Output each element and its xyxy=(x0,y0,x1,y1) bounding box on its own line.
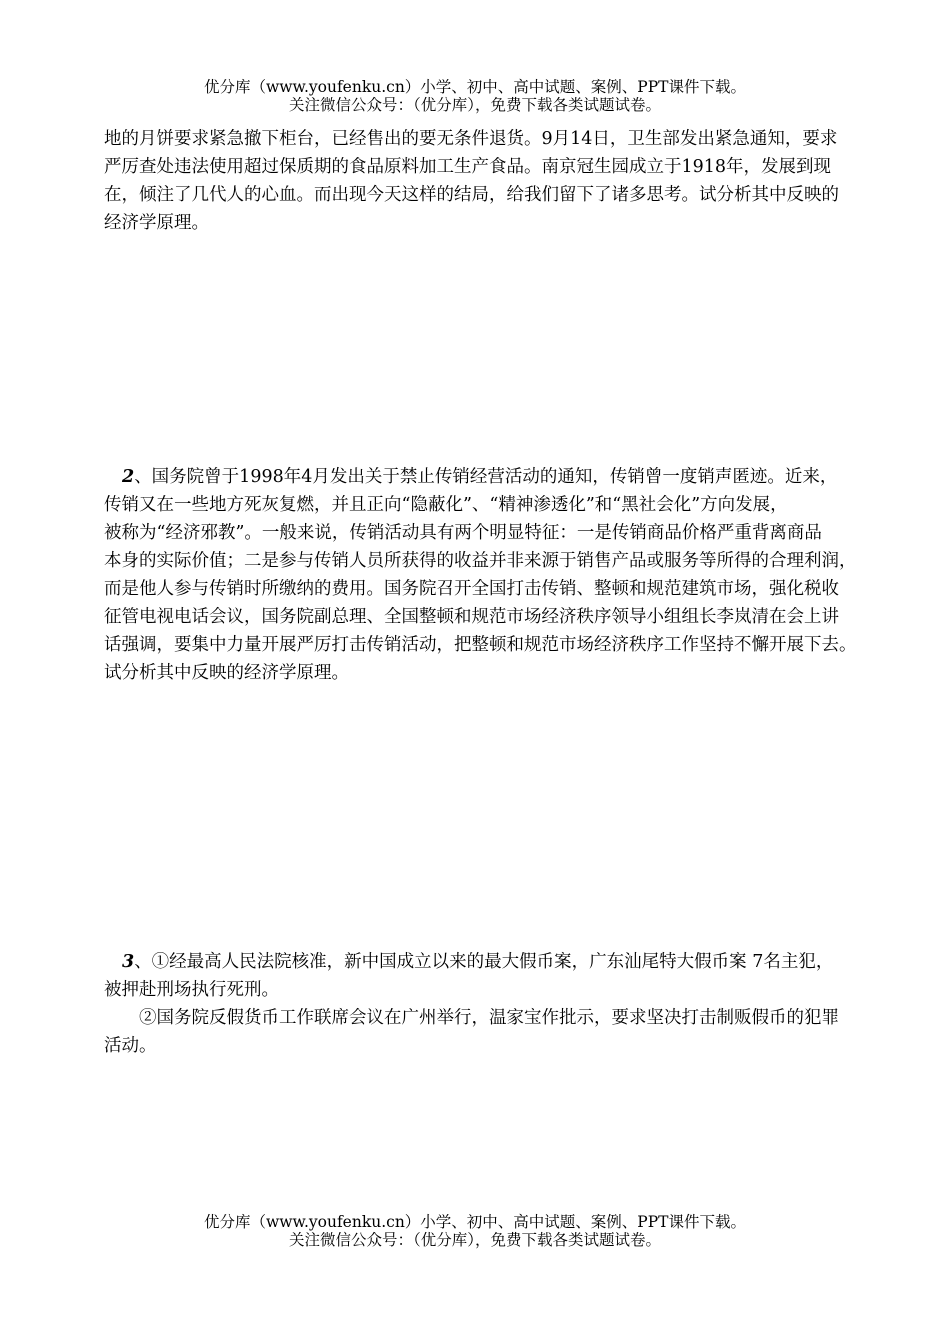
question-2-line: 本身的实际价值；二是参与传销人员所获得的收益并非来源于销售产品或服务等所得的合理利润， xyxy=(104,551,857,571)
question-1-continuation xyxy=(104,125,924,237)
question-1-line: 严厉查处违法使用超过保质期的食品原料加工生产食品。南京冠生园成立于1918年，发展到现 xyxy=(104,157,832,177)
question-3-line: 被押赴刑场执行死刑。 xyxy=(104,980,279,1000)
question-3 xyxy=(104,948,924,1060)
question-2-line: 被称为“经济邪教”。一般来说，传销活动具有两个明显特征：一是传销商品价格严重背离商品 xyxy=(104,523,822,543)
question-2-line: 而是他人参与传销时所缴纳的费用。国务院召开全国打击传销、整顿和规范建筑市场，强化税收 xyxy=(104,579,839,599)
footer-line-2: 关注微信公众号：（优分库），免费下载各类试题试卷。 xyxy=(288,1231,661,1249)
footer-line-1: 优分库（www.youfenku.cn）小学、初中、高中试题、案例、PPT课件下载。 xyxy=(203,1213,747,1231)
question-2-line: 试分析其中反映的经济学原理。 xyxy=(104,663,349,683)
question-2-line: 2、国务院曾于1998年4月发出关于禁止传销经营活动的通知，传销曾一度销声匿迹。近来， xyxy=(122,467,838,487)
question-1-line: 在，倾注了几代人的心血。而出现今天这样的结局，给我们留下了诸多思考。试分析其中反映的 xyxy=(104,185,839,205)
question-3-line: ②国务院反假货币工作联席会议在广州举行，温家宝作批示，要求坚决打击制贩假币的犯罪 xyxy=(139,1008,839,1028)
question-2-line: 话强调，要集中力量开展严厉打击传销活动，把整顿和规范市场经济秩序工作坚持不懈开展下去。 xyxy=(104,635,857,655)
question-1-line: 地的月饼要求紧急撤下柜台，已经售出的要无条件退货。9月14日，卫生部发出紧急通知，要求 xyxy=(104,129,838,149)
question-3-line: 3、①经最高人民法院核准，新中国成立以来的最大假币案，广东汕尾特大假币案 7名主犯， xyxy=(122,952,834,972)
question-2-line: 传销又在一些地方死灰复燃，并且正向“隐蔽化”、“精神渗透化”和“黑社会化”方向发展， xyxy=(104,495,788,515)
page-header xyxy=(0,78,950,114)
header-line-2: 关注微信公众号：（优分库），免费下载各类试题试卷。 xyxy=(288,96,661,114)
header-line-1: 优分库（www.youfenku.cn）小学、初中、高中试题、案例、PPT课件下载。 xyxy=(203,78,747,96)
question-2-number: 2 xyxy=(122,467,135,487)
question-3-number: 3 xyxy=(122,952,135,972)
question-1-line: 经济学原理。 xyxy=(104,213,209,233)
page-footer xyxy=(0,1213,950,1249)
question-2 xyxy=(104,463,924,687)
question-3-line: 活动。 xyxy=(104,1036,157,1056)
question-2-line: 征管电视电话会议，国务院副总理、全国整顿和规范市场经济秩序领导小组组长李岚清在会上讲 xyxy=(104,607,839,627)
